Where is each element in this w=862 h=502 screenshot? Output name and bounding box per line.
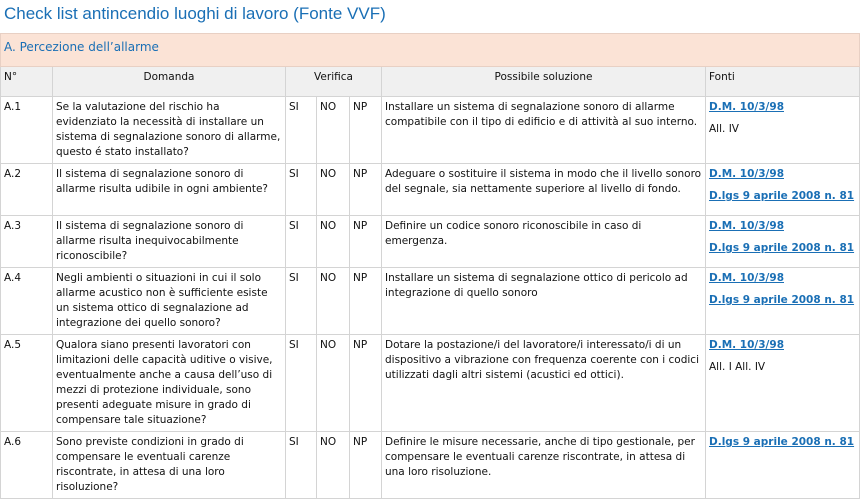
question: Se la valutazione del rischio ha evidenziato la necessità di installare un sistema di segnalazione sonoro di allarme, questo é stato installato?: [53, 97, 286, 164]
option-np[interactable]: NP: [350, 432, 382, 499]
table-row: [1, 216, 860, 268]
option-np[interactable]: NP: [350, 97, 382, 164]
solution: Adeguare o sostituire il sistema in modo che il livello sonoro del segnale, sia nettamente superiore al livello di fondo.: [382, 164, 706, 216]
solution: Dotare la postazione/i del lavoratore/i interessato/i di un dispositivo a vibrazione con frequenza coerente con i codici utilizzati dagli altri sistemi (acustici ed ottici).: [382, 335, 706, 432]
source-link-dlgs[interactable]: D.lgs 9 aprile 2008 n. 81: [709, 436, 855, 448]
header-fonti: Fonti: [706, 67, 860, 97]
checklist-table: [0, 33, 860, 499]
table-row: [1, 97, 860, 164]
option-si[interactable]: SI: [286, 432, 317, 499]
row-number: A.6: [1, 432, 53, 499]
solution: Installare un sistema di segnalazione sonoro di allarme compatibile con il tipo di edificio e di attività al suo interno.: [382, 97, 706, 164]
row-number: A.3: [1, 216, 53, 268]
header-soluzione: Possibile soluzione: [382, 67, 706, 97]
option-no[interactable]: NO: [317, 216, 350, 268]
row-number: A.5: [1, 335, 53, 432]
source-link-dm[interactable]: D.M. 10/3/98: [709, 168, 784, 180]
source-link-dlgs[interactable]: D.lgs 9 aprile 2008 n. 81: [709, 242, 855, 254]
source-link-dm[interactable]: D.M. 10/3/98: [709, 272, 784, 284]
option-np[interactable]: NP: [350, 268, 382, 335]
source-link-dlgs[interactable]: D.lgs 9 aprile 2008 n. 81: [709, 294, 855, 306]
option-no[interactable]: NO: [317, 268, 350, 335]
sources: [706, 335, 860, 432]
question: Qualora siano presenti lavoratori con limitazioni delle capacità uditive o visive, eventualmente anche a causa dell’uso di mezzi di protezione individuale, sono presenti adeguate misure in grado di compensare tale situazione?: [53, 335, 286, 432]
option-si[interactable]: SI: [286, 164, 317, 216]
source-link-dm[interactable]: D.M. 10/3/98: [709, 101, 784, 113]
option-np[interactable]: NP: [350, 164, 382, 216]
table-row: [1, 268, 860, 335]
sources: [706, 432, 860, 499]
header-verifica: Verifica: [286, 67, 382, 97]
page-title: Check list antincendio luoghi di lavoro (Fonte VVF): [4, 4, 386, 23]
sources: [706, 268, 860, 335]
source-note: All. IV: [709, 123, 739, 135]
solution: Definire le misure necessarie, anche di tipo gestionale, per compensare le eventuali carenze riscontrate, in attesa di una loro risoluzione.: [382, 432, 706, 499]
option-si[interactable]: SI: [286, 268, 317, 335]
table-row: [1, 432, 860, 499]
question: Negli ambienti o situazioni in cui il solo allarme acustico non è sufficiente esiste un sistema ottico di segnalazione ad integrazione dei quello sonoro?: [53, 268, 286, 335]
header-domanda: Domanda: [53, 67, 286, 97]
option-no[interactable]: NO: [317, 97, 350, 164]
question: Il sistema di segnalazione sonoro di allarme risulta inequivocabilmente riconoscibile?: [53, 216, 286, 268]
section-title: A. Percezione dell’allarme: [1, 34, 860, 67]
source-note: All. I All. IV: [709, 361, 766, 373]
table-row: [1, 335, 860, 432]
solution: Definire un codice sonoro riconoscibile in caso di emergenza.: [382, 216, 706, 268]
question: Il sistema di segnalazione sonoro di allarme risulta udibile in ogni ambiente?: [53, 164, 286, 216]
source-link-dlgs[interactable]: D.lgs 9 aprile 2008 n. 81: [709, 190, 855, 202]
option-no[interactable]: NO: [317, 164, 350, 216]
option-np[interactable]: NP: [350, 335, 382, 432]
option-si[interactable]: SI: [286, 335, 317, 432]
row-number: A.2: [1, 164, 53, 216]
sources: [706, 97, 860, 164]
option-np[interactable]: NP: [350, 216, 382, 268]
option-no[interactable]: NO: [317, 335, 350, 432]
solution: Installare un sistema di segnalazione ottico di pericolo ad integrazione di quello sonoro: [382, 268, 706, 335]
row-number: A.4: [1, 268, 53, 335]
option-si[interactable]: SI: [286, 97, 317, 164]
option-si[interactable]: SI: [286, 216, 317, 268]
question: Sono previste condizioni in grado di compensare le eventuali carenze riscontrate, in attesa di una loro risoluzione?: [53, 432, 286, 499]
option-no[interactable]: NO: [317, 432, 350, 499]
sources: [706, 164, 860, 216]
source-link-dm[interactable]: D.M. 10/3/98: [709, 339, 784, 351]
sources: [706, 216, 860, 268]
table-row: [1, 164, 860, 216]
header-n: N°: [1, 67, 53, 97]
source-link-dm[interactable]: D.M. 10/3/98: [709, 220, 784, 232]
row-number: A.1: [1, 97, 53, 164]
